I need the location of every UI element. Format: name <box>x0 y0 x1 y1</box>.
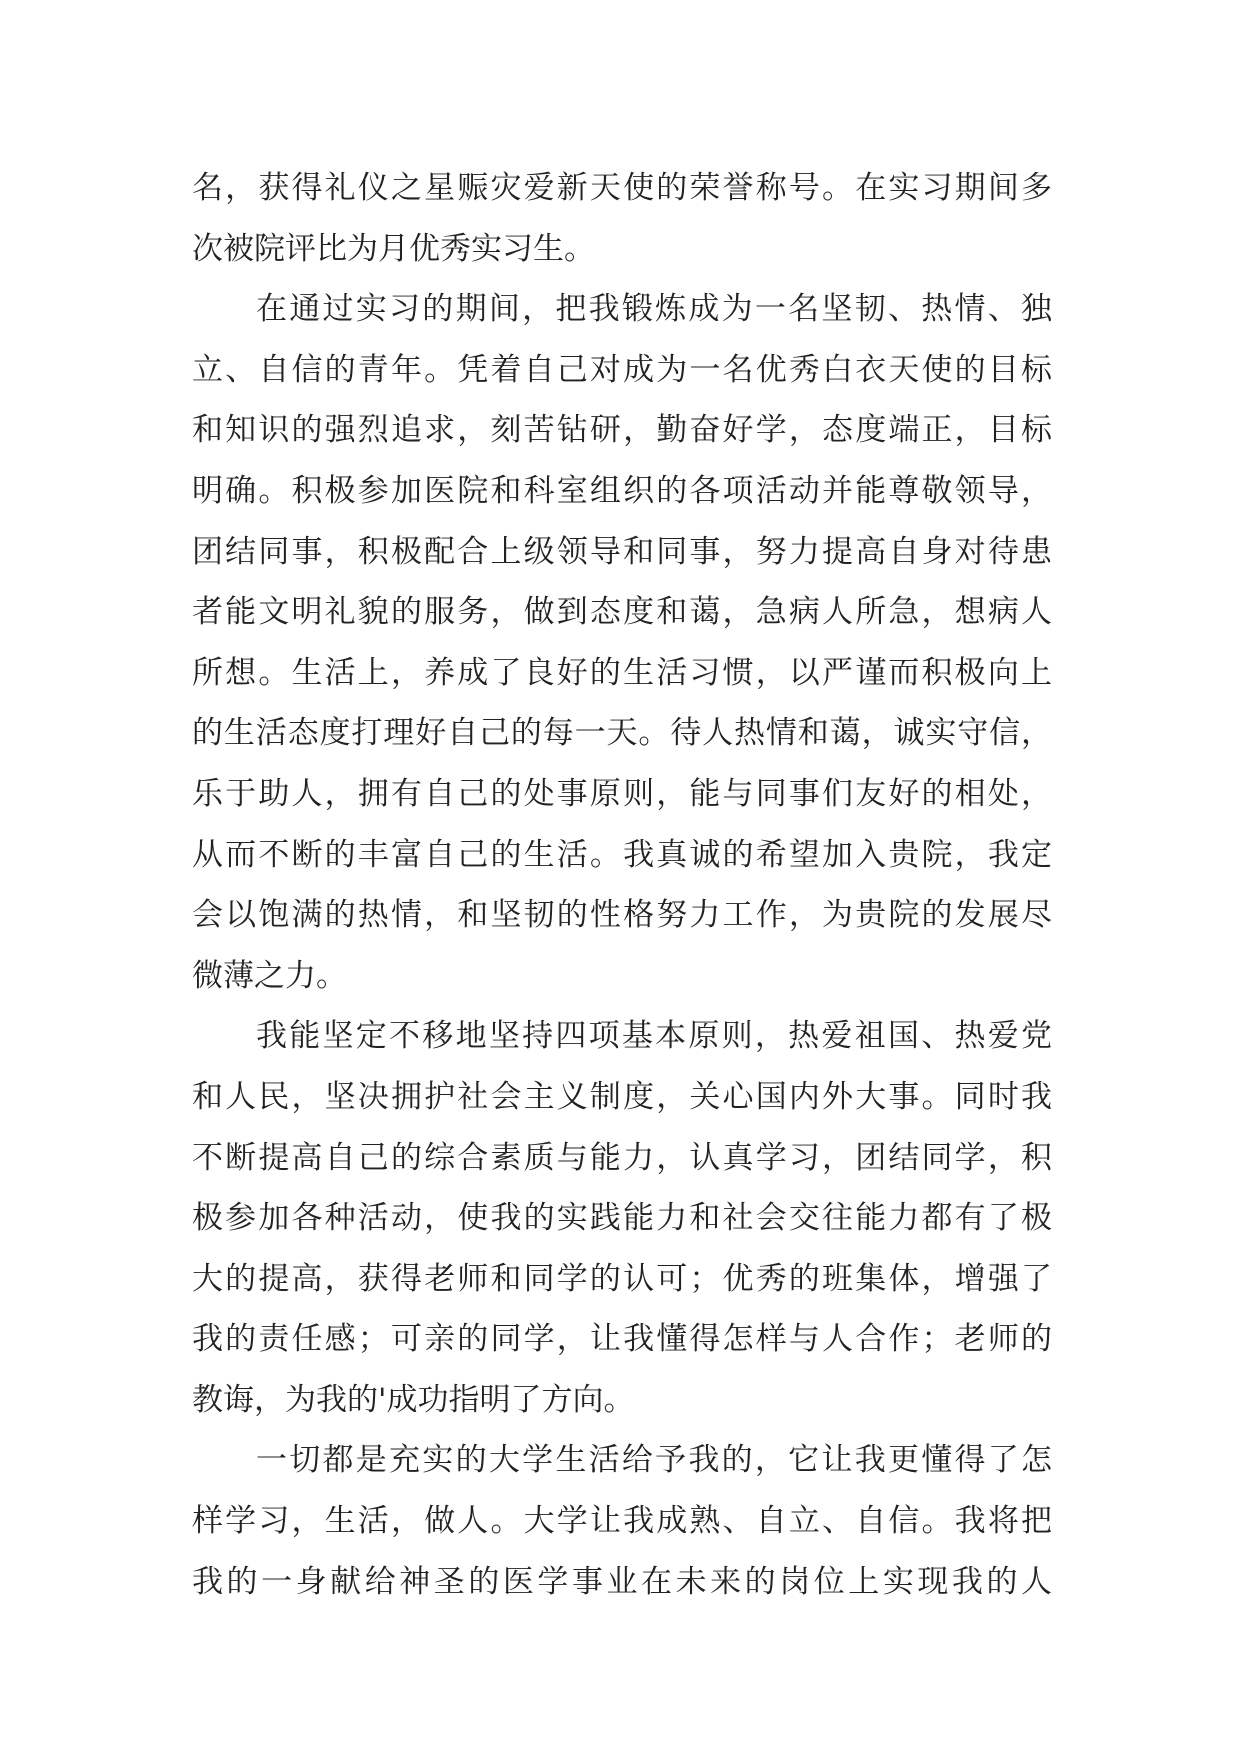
text-line: 我的一身献给神圣的医学事业在未来的岗位上实现我的人 <box>192 1563 1052 1600</box>
text-line: 会以饱满的热情，和坚韧的性格努力工作，为贵院的发展尽 <box>192 897 1052 934</box>
text-line: 乐于助人，拥有自己的处事原则，能与同事们友好的相处， <box>192 775 1052 812</box>
text-line: 我的责任感；可亲的同学，让我懂得怎样与人合作；老师的 <box>192 1321 1052 1358</box>
text-line: 从而不断的丰富自己的生活。我真诚的希望加入贵院，我定 <box>192 836 1052 873</box>
text-line: 极参加各种活动，使我的实践能力和社会交往能力都有了极 <box>192 1200 1052 1237</box>
paragraph-first-line: 在通过实习的期间，把我锻炼成为一名坚韧、热情、独 <box>256 291 1052 328</box>
text-line: 的生活态度打理好自己的每一天。待人热情和蔼，诚实守信， <box>192 715 1052 752</box>
paragraph-first-line: 一切都是充实的大学生活给予我的，它让我更懂得了怎 <box>256 1442 1052 1479</box>
body-text <box>192 158 1052 1612</box>
text-line: 立、自信的青年。凭着自己对成为一名优秀白衣天使的目标 <box>192 351 1052 388</box>
text-line: 所想。生活上，养成了良好的生活习惯，以严谨而积极向上 <box>192 654 1052 691</box>
text-line: 名，获得礼仪之星赈灾爱新天使的荣誉称号。在实习期间多 <box>192 170 1052 206</box>
text-line: 团结同事，积极配合上级领导和同事，努力提高自身对待患 <box>192 533 1052 570</box>
text-line: 教诲，为我的'成功指明了方向。 <box>192 1381 635 1418</box>
paragraph-first-line: 我能坚定不移地坚持四项基本原则，热爱祖国、热爱党 <box>256 1018 1052 1055</box>
text-line: 明确。积极参加医院和科室组织的各项活动并能尊敬领导， <box>192 472 1052 509</box>
text-line: 大的提高，获得老师和同学的认可；优秀的班集体，增强了 <box>192 1260 1052 1297</box>
text-line: 不断提高自己的综合素质与能力，认真学习，团结同学，积 <box>192 1139 1052 1176</box>
text-line: 样学习，生活，做人。大学让我成熟、自立、自信。我将把 <box>192 1503 1052 1540</box>
text-line: 和知识的强烈追求，刻苦钻研，勤奋好学，态度端正，目标 <box>192 412 1052 449</box>
text-line: 和人民，坚决拥护社会主义制度，关心国内外大事。同时我 <box>192 1078 1052 1115</box>
text-line: 者能文明礼貌的服务，做到态度和蔼，急病人所急，想病人 <box>192 594 1052 631</box>
text-line: 微薄之力。 <box>192 957 347 994</box>
text-line: 次被院评比为月优秀实习生。 <box>192 230 595 267</box>
